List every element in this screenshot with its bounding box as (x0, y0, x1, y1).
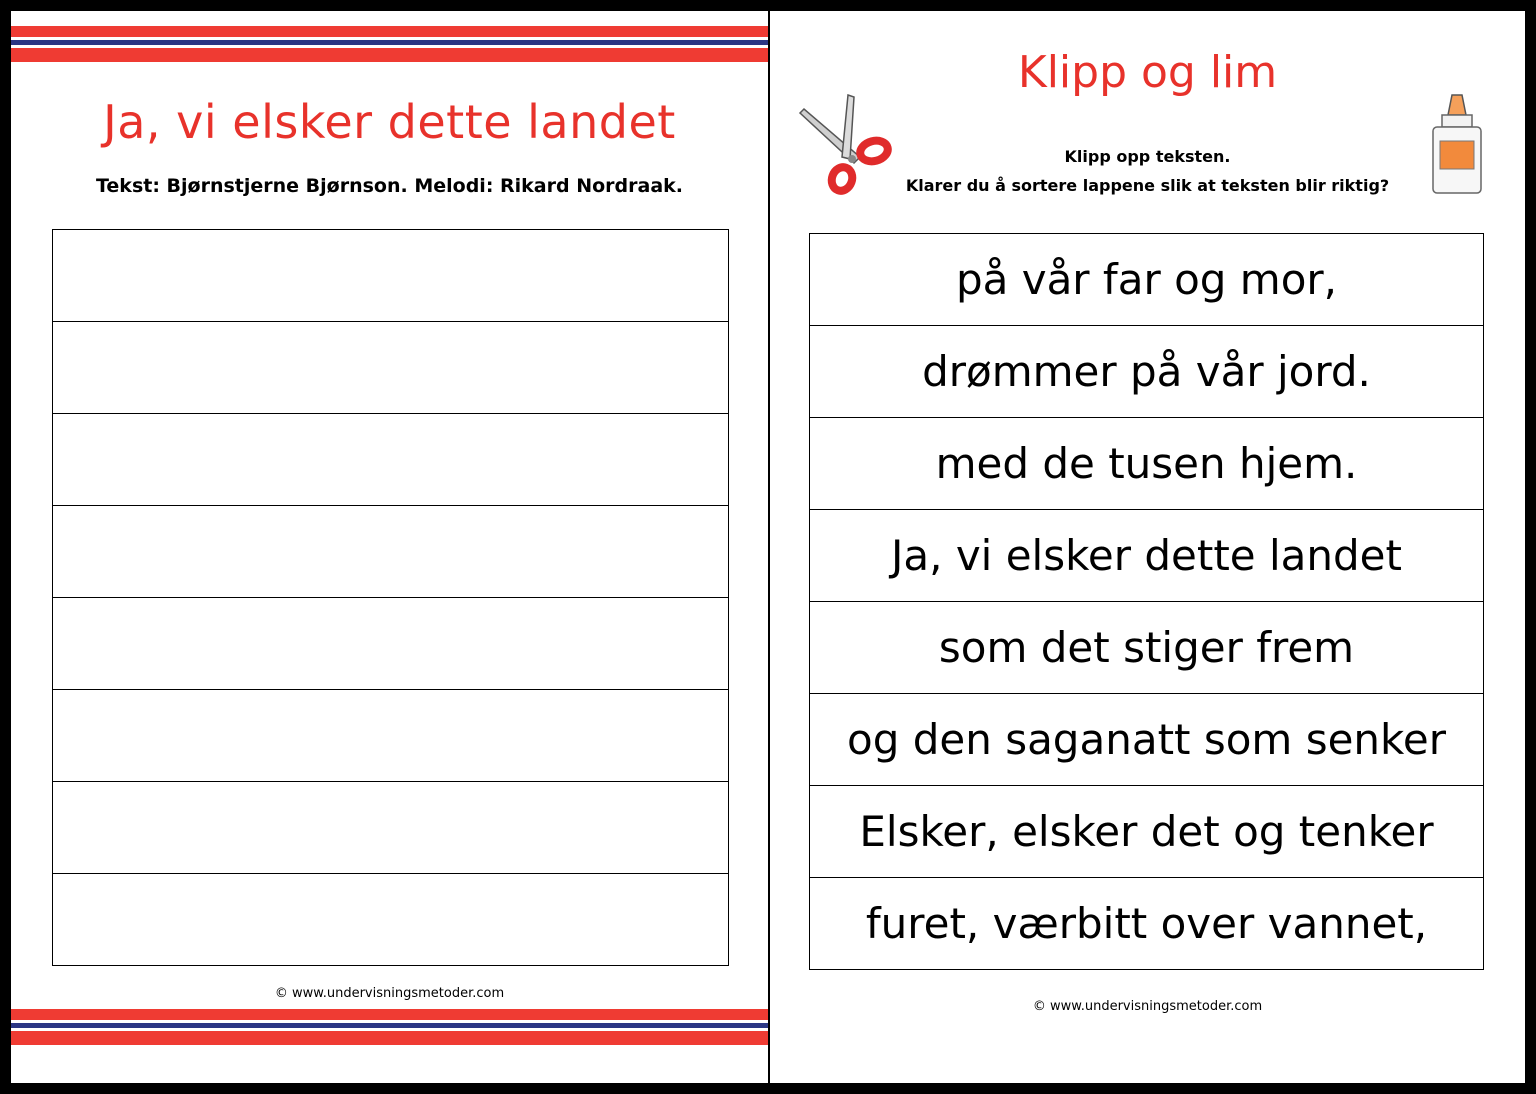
text-strip: med de tusen hjem. (810, 418, 1483, 510)
left-worksheet-page (11, 11, 768, 1083)
instruction-line-1: Klipp opp teksten. (1064, 147, 1231, 166)
text-strip: på vår far og mor, (810, 234, 1483, 326)
right-worksheet-page (770, 11, 1525, 1083)
instruction-line-2: Klarer du å sortere lappene slik at teksten blir riktig? (905, 176, 1390, 195)
blank-row (53, 690, 728, 782)
blank-row (53, 874, 728, 966)
blank-row (53, 782, 728, 874)
text-strip: Elsker, elsker det og tenker (810, 786, 1483, 878)
text-strip: drømmer på vår jord. (810, 326, 1483, 418)
text-strip: og den saganatt som senker (810, 694, 1483, 786)
blank-row (53, 414, 728, 506)
blank-row (53, 506, 728, 598)
blank-row (53, 598, 728, 690)
footer-copyright: © www.undervisningsmetoder.com (274, 986, 505, 1001)
text-strip: furet, værbitt over vannet, (810, 878, 1483, 970)
text-strip: som det stiger frem (810, 602, 1483, 694)
cut-out-strips (809, 233, 1484, 970)
flag-stripes-bottom (11, 1009, 768, 1045)
page-title: Ja, vi elsker dette landet (103, 95, 676, 149)
author-credits: Tekst: Bjørnstjerne Bjørnson. Melodi: Rikard Nordraak. (95, 175, 684, 197)
footer-copyright: © www.undervisningsmetoder.com (1032, 999, 1263, 1014)
text-strip: Ja, vi elsker dette landet (810, 510, 1483, 602)
flag-stripes-top (11, 26, 768, 62)
blank-row (53, 230, 728, 322)
blank-answer-table (52, 229, 729, 966)
blank-row (53, 322, 728, 414)
page-title: Klipp og lim (1017, 47, 1278, 98)
